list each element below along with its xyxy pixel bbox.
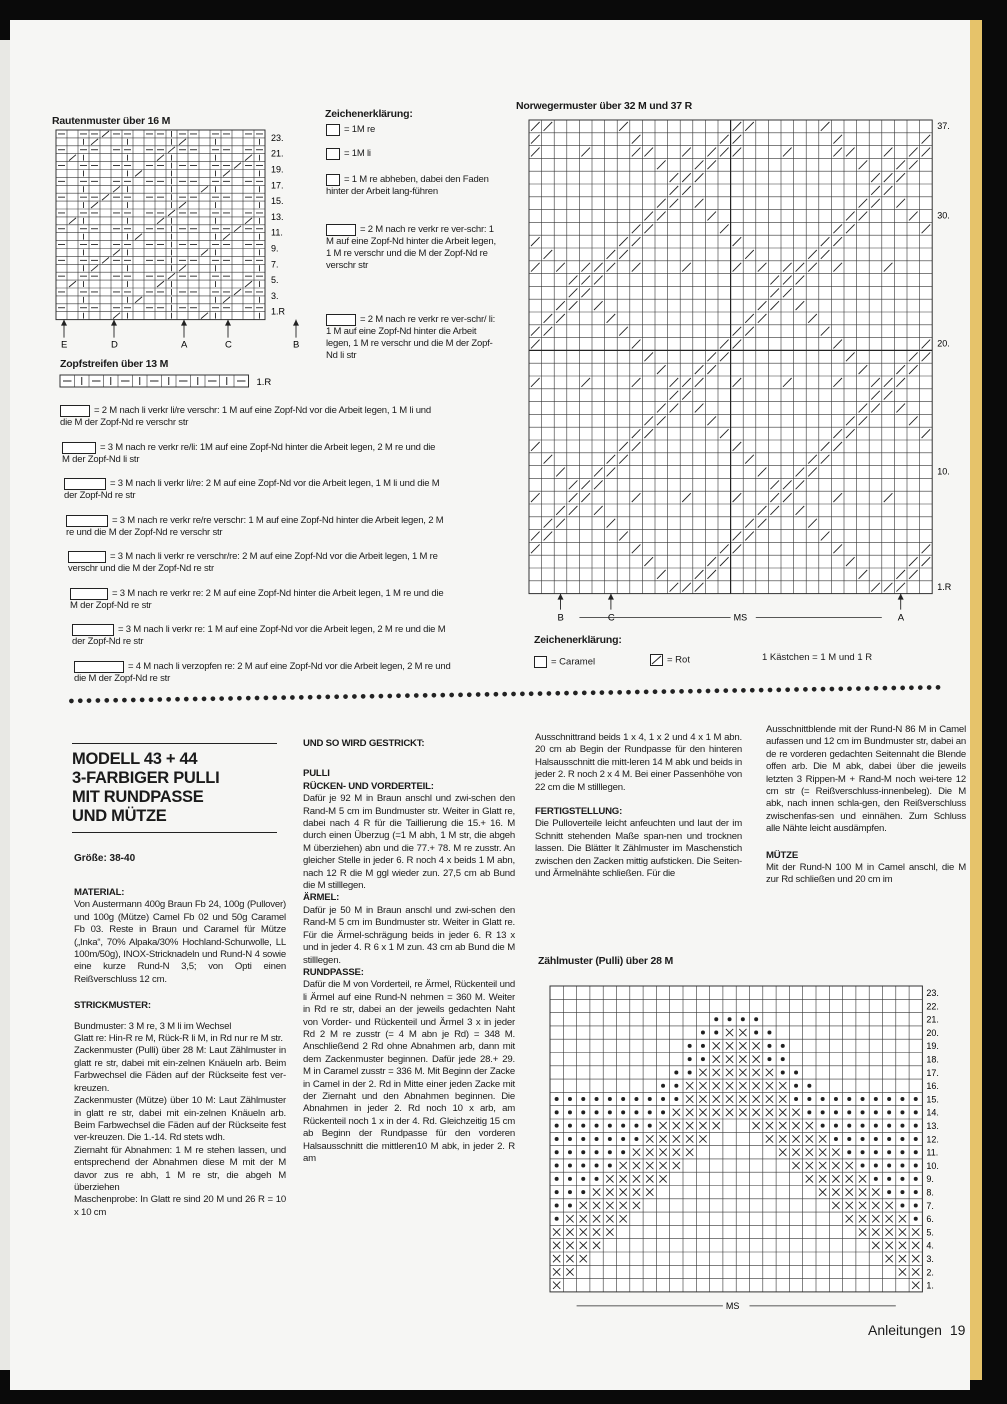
ruecken-text: Dafür je 92 M in Braun anschl und zwi-schen den Rand-M 5 cm im Bundmuster str. Weiter in Glatt re, dabei nach 4 R für die Taillierung die 15.+ 16. M durch einen Überzug (=1 M abh, 1 M str, die abgeh M überziehen) abn und die 77.+ 78. M re zusstr. An gleicher Stelle in jeder 6. R noch 4 x beids 1 M abn, nach 12 R die M ggl wieder zun. 27,5 cm ab Bund die M stilllegen. [303,793,515,892]
rauten-chart [48,128,348,351]
zaehl-row-label: 3. [926,1254,934,1264]
norweger-scale: 1 Kästchen = 1 M und 1 R [762,652,873,663]
cable-symbol-icon [62,442,96,454]
glatt-re-text: Glatt re: Hin-R re M, Rück-R li M, in Rd nur re M str. [74,1033,283,1045]
heading-rule-top [72,743,277,744]
rauten-row-label: 5. [271,275,279,286]
legend-bottom-text: = 2 M nach li verkr li/re verschr: 1 M auf eine Zopf-Nd vor die Arbeit legen, 1 M li und die M der Zopf-Nd re verschr str [60,405,431,428]
zaehl-row-label: 13. [926,1121,939,1131]
rauten-marker-arrow [111,320,117,326]
legend-left-text: = 2 M nach re verkr re ver-schr: 1 M auf eine Zopf-Nd hinter die Arbeit legen, 1 M re verschr und die M der Zopf-Nd re verschr str [326,224,496,271]
page-number: 19 [949,1322,966,1338]
cable-symbol-icon [72,624,114,636]
rauten-marker: E [61,339,68,351]
material-heading: MATERIAL: [74,887,125,898]
zaehl-row-label: 20. [926,1027,939,1038]
size: Größe: 38-40 [74,853,136,864]
zaehl-ms: MS [725,1300,740,1311]
zopf-chart [58,372,308,392]
legend-left-text: = 1 M re abheben, dabei den Faden hinter der Arbeit lang-führen [326,174,489,197]
rauten-marker-arrow [61,320,67,326]
model-title-2: 3-FARBIGER PULLI [72,769,220,787]
zaehl-row-label: 4. [926,1240,934,1251]
strickmuster-heading: STRICKMUSTER: [74,1000,151,1012]
footer-section: Anleitungen [868,1322,942,1338]
rauten-row-label: 17. [271,180,284,191]
column-2 [303,738,515,1165]
rauten-row-label: 7. [271,259,279,270]
norweger-marker: B [557,612,564,624]
zaehl-row-label: 23. [926,988,939,998]
rauten-marker-arrow [225,320,231,326]
norweger-row-label: 37. [937,121,950,131]
legend-bottom-item [60,405,440,429]
legend-bottom-text: = 3 M nach li verkr re: 1 M auf eine Zopf-Nd vor die Arbeit legen, 2 M re und die M der Zopf-Nd re str [72,624,446,647]
zackenmuster-pulli-text: Zackenmuster (Pulli) über 28 M: Laut Zählmuster in glatt re str, dabei mit ein-zelnen Knäueln arb. Beim Farbwechsel die Fäden auf der Rückseite fest ver-kreuzen. [74,1045,286,1094]
legend-bottom-text: = 3 M nach re verkr re/re verschr: 1 M auf eine Zopf-Nd hinter die Arbeit legen, 2 M re und die M der Zopf-Nd re verschr str [66,514,444,538]
ziernaht-text: Ziernaht für Abnahmen: 1 M re stehen lassen, und entsprechend der Abnahmen diese M mit der M davor zus re abh, 1 M re str, die abgeh M überziehen [74,1144,286,1193]
maschenprobe-text: Maschenprobe: In Glatt re sind 20 M und 26 R = 10 x 10 cm [74,1194,286,1218]
aermel-text: Dafür je 50 M in Braun anschl und zwi-schen den Rand-M 5 cm im Bundmuster str. Weiter in Glatt re. Für die Ärmel-schrägung beids in jeder 6. R 13 x und in jeder 4. R 6 x 1 M zun. 43 cm ab Bund die M stilllegen. [303,904,515,966]
column-3 [535,732,742,880]
zaehl-row-label: 14. [926,1107,939,1118]
zopf-title: Zopfstreifen über 13 M [60,358,169,370]
legend-bottom-item [68,551,448,575]
model-heading [72,750,219,826]
rauten-row-label: 15. [271,196,284,207]
zackenmuster-muetze-text: Zackenmuster (Mütze) über 10 M: Laut Zählmuster in glatt re str, dabei mit ein-zelnen Knäueln arb. Beim Farbwechsel die Fäden auf der Rückseite fest ver-kreuzen. Die 1.-14. Rd stets wdh. [74,1095,286,1144]
rauten-marker: B [293,339,300,351]
ausschnitt-text: Ausschnittrand beids 1 x 4, 1 x 2 und 4 x 1 M abn. 20 cm ab Begin der Rundpasse für den hinteren Halsausschnitt die mitt-leren 14 M abk und beids in jeder 2. R noch 2 x 4 M. Bei einer Passenhöhe von 22 cm die M stilllegen. [535,732,742,793]
legend-left-text: = 2 M nach re verkr re ver-schr/ li: 1 M auf eine Zopf-Nd hinter die Arbeit legen, 1 M re verschr und die M der Zopf-Nd li str [326,314,496,361]
legend-caramel-label: = Caramel [551,656,596,668]
aermel-heading: ÄRMEL: [303,892,340,904]
legend-left-item [326,124,501,136]
norweger-row-label: 1.R [937,581,952,592]
rundpasse-text: Dafür die M von Vorderteil, re Ärmel, Rückenteil und li Ärmel auf eine Rund-N nehmen = 360 M. Weiter in Rd re str, dabei an der jeweils gedachten Naht von Vorder- und Rückenteil und Ärmel 3 x in jeder Rd 2 M re zusstr (= 4 M abn je Rd) = 348 M. Anschließend 2 Rd ohne Abnahmen arb, dann mit dem Zackenmuster beginnen. Dafür jede 28.+ 29. M in Caramel zusstr = 336 M. Mit Beginn der Zacke in Camel in der 2. Rd in Mitte einer jeden Zacke mit der Ziernaht und den Abnahmen beginnen. Die Abnahmen in jeder 2. Rd noch 10 x arb, am Rückenteil noch 1 x in der 4. Rd. Gleichzeitig 15 cm ab Beginn der Rundpasse für den vorderen Halsausschnitt die mittleren10 M abk, in jeder 2. R am [303,979,515,1164]
knit-symbol-icon [326,174,340,186]
rauten-grid [56,130,265,320]
zaehl-row-label: 6. [926,1214,934,1225]
zaehl-row-label: 22. [926,1001,939,1012]
norweger-title: Norwegermuster über 32 M und 37 R [516,100,693,112]
column-4 [766,724,966,887]
zaehl-row-label: 2. [926,1267,934,1278]
zaehl-row-label: 1. [926,1280,934,1291]
pulli-heading: PULLI [303,768,330,780]
adjacent-page-edge [0,40,10,1370]
zaehl-row-label: 5. [926,1227,934,1238]
dotted-separator: ●●●●●●●●●●●●●●●●●●●●●●●●●●●●●●●●●●●●●●●●●●●●●●●●●●●●●●●●●●●●●●●●●●●●●●●●●●●●●●●●●●●●●●●●●●●●●●●●●●● [67,681,944,708]
model-title-4: UND MÜTZE [72,807,167,825]
zaehl-row-label: 10. [926,1160,939,1171]
rauten-row-label: 13. [271,211,284,222]
rauten-row-label: 21. [271,148,284,159]
legend-left-item [326,174,501,198]
zaehl-row-label: 12. [926,1134,939,1145]
rauten-row-label: 1.R [271,306,286,317]
knit-symbol-icon [326,148,340,160]
model-title-1: MODELL 43 + 44 [72,750,198,768]
zaehl-row-label: 16. [926,1081,939,1092]
norweger-marker-arrow [558,594,564,600]
legend-left-title: Zeichenerklärung: [325,108,413,120]
cable-symbol-icon [70,588,108,600]
heading-rule-bottom [72,832,277,833]
ruecken-heading: RÜCKEN- UND VORDERTEIL: [303,780,434,792]
rauten-row-label: 11. [271,227,283,238]
column-1 [74,880,286,1219]
muetze-heading: MÜTZE [766,849,799,861]
norweger-marker-arrow [898,594,904,600]
zaehl-row-label: 9. [926,1174,934,1185]
zaehl-row-label: 7. [926,1200,934,1211]
legend-caramel [534,656,595,669]
fertigstellung-heading: FERTIGSTELLUNG: [535,806,623,818]
rauten-marker-arrow [293,320,299,326]
norweger-legend-title: Zeichenerklärung: [534,634,622,646]
norweger-ms: MS [733,612,748,623]
instructions-heading: UND SO WIRD GESTRICKT: [303,738,425,749]
legend-left-item [326,148,501,160]
legend-bottom-item [70,588,450,612]
legend-bottom-text: = 4 M nach li verzopfen re: 2 M auf eine Zopf-Nd vor die Arbeit legen, 2 M re und die M der Zopf-Nd re str [74,660,451,684]
legend-left-text: = 1M li [344,148,371,159]
norweger-marker: A [897,612,905,624]
knit-symbol-icon [326,224,356,236]
model-title-3: MIT RUNDPASSE [72,788,204,806]
zaehl-row-label: 17. [926,1067,939,1078]
rundpasse-heading: RUNDPASSE: [303,966,364,978]
zaehl-row-label: 8. [926,1187,934,1198]
zaehl-chart [535,962,975,1317]
bundmuster-text: Bundmuster: 3 M re, 3 M li im Wechsel [74,1020,232,1032]
zaehl-title: Zählmuster (Pulli) über 28 M [538,955,674,967]
rot-swatch-icon [650,654,663,666]
legend-bottom-item [66,515,446,539]
cable-symbol-icon [64,478,106,490]
legend-rot-label: = Rot [667,654,690,666]
rauten-row-label: 9. [271,243,279,254]
zaehl-row-label: 21. [926,1014,939,1025]
rauten-row-label: 23. [271,132,284,143]
rauten-marker: D [111,339,118,351]
legend-left-text: = 1M re [344,124,376,135]
legend-rot [650,654,690,667]
legend-bottom-item [62,442,442,466]
rauten-marker: A [181,339,188,351]
legend-left-item [326,314,501,362]
knit-symbol-icon [326,124,340,136]
norweger-row-label: 20. [937,338,950,349]
cable-symbol-icon [60,405,90,417]
rauten-row-label: 19. [271,164,284,175]
cable-symbol-icon [74,661,124,673]
zaehl-grid [550,986,922,1292]
legend-left-item [326,224,501,272]
norweger-row-label: 30. [937,210,950,221]
norweger-marker: C [607,612,615,624]
fertigstellung-text: Die Pulloverteile leicht anfeuchten und laut der im Schnitt stehenden Maße span-nen und trocknen lassen. Die Blätter lt Zählmuster im Maschenstich zwischen den Zacken mittig aufsticken. Die Seiten- und Ärmelnähte schließen. Für die [535,818,742,880]
zaehl-row-label: 18. [926,1054,939,1065]
zaehl-row-label: 11. [926,1147,939,1158]
legend-bottom-text: = 3 M nach li verkr re verschr/re: 2 M auf eine Zopf-Nd vor die Arbeit legen, 1 M re verschr und die M der Zopf-Nd re str [68,551,438,574]
cable-symbol-icon [68,551,106,563]
legend-bottom-item [72,624,452,648]
norweger-chart [515,110,965,625]
zaehl-row-label: 15. [926,1094,939,1105]
magazine-page [10,20,970,1390]
rauten-title: Rautenmuster über 16 M [52,115,171,127]
norweger-marker-arrow [608,594,614,600]
zopf-row-label: 1.R [256,377,272,388]
muetze-text: Mit der Rund-N 100 M in Camel anschl, die M zur Rd schließen und 20 cm im [766,862,966,886]
footer [868,1322,965,1338]
material-text: Von Austermann 400g Braun Fb 24, 100g (Pullover) und 100g (Mütze) Camel Fb 02 und 50g Caramel Fb 03. Reste in Braun und Caramel für Mütze („Inka“, 70% Alpaka/30% Hochland-Schurwolle, LL 100m/50g), INOX-Stricknadeln und Rund-N 4 sowie eine kurze Rund-N 3,5; von Opti einen Reißverschluss 12 cm. [74,899,286,985]
legend-bottom-text: = 3 M nach li verkr li/re: 2 M auf eine Zopf-Nd vor die Arbeit legen, 1 M li und die M der Zopf-Nd re str [64,478,440,501]
norweger-row-label: 10. [937,466,950,477]
rauten-marker: C [225,339,232,351]
zaehl-row-label: 19. [926,1041,939,1052]
cable-symbol-icon [66,515,108,527]
ausschnittblende-text: Ausschnittblende mit der Rund-N 86 M in Camel aufassen und 12 cm im Bundmuster str, dabei an de re vorderen gedachten Seitennaht die Blende offen arb. Die M abk, dabei über die jeweils letzten 3 Rippen-M + Rand-M noch wei-tere 12 cm str (= Reißverschluss-innenbeleg). Die M abk, nach innen schla-gen, den Reißverschluss zwischenfas-sen und einnähen. Zum Schluss alle Nähte leicht ausdämpfen. [766,724,966,835]
legend-bottom-text: = 3 M nach re verkr re/li: 1M auf eine Zopf-Nd hinter die Arbeit legen, 2 M re und die M der Zopf-Nd li str [62,441,436,465]
rauten-marker-arrow [181,320,187,326]
rauten-row-label: 3. [271,290,279,301]
legend-bottom-item [74,661,454,685]
legend-bottom-text: = 3 M nach re verkr re: 2 M auf eine Zopf-Nd hinter die Arbeit legen, 1 M re und die M der Zopf-Nd re str [70,587,444,611]
legend-bottom-item [64,478,444,502]
caramel-swatch-icon [534,656,547,668]
knit-symbol-icon [326,314,356,326]
